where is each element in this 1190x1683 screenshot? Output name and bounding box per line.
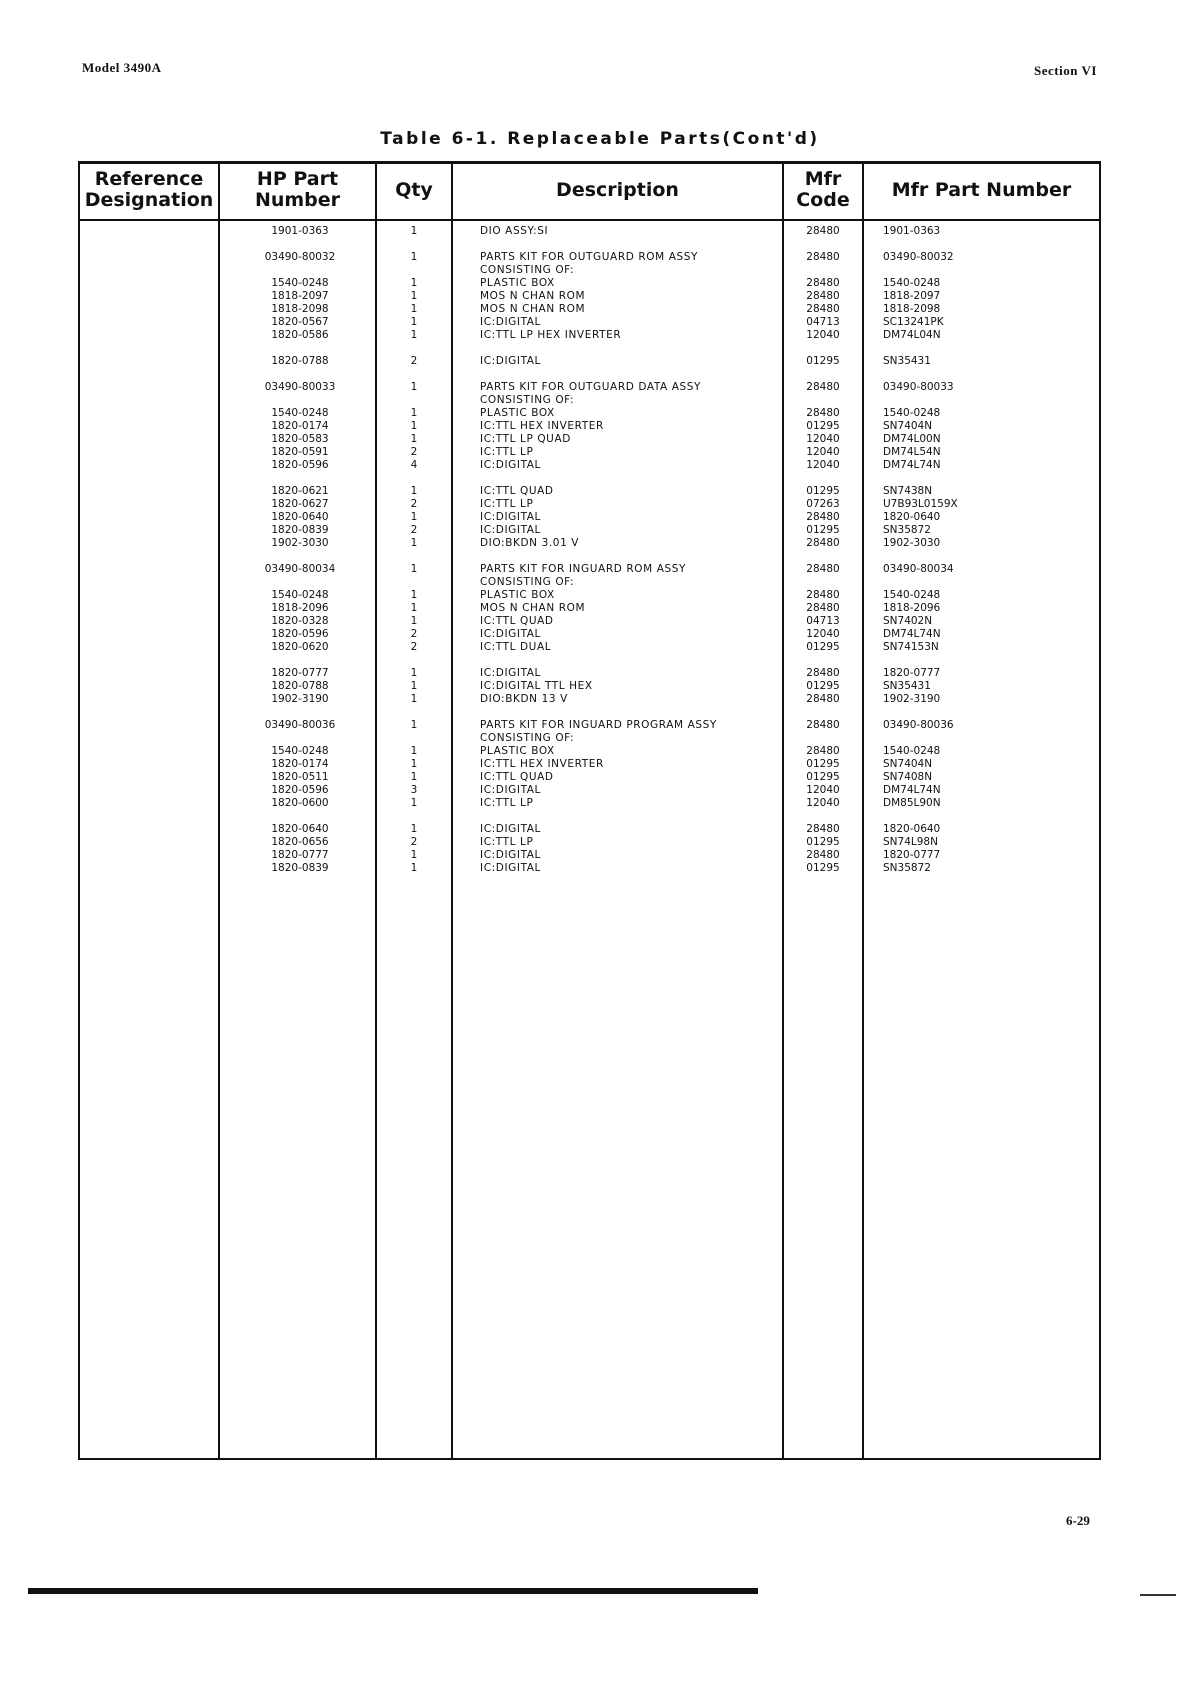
row-group [864, 823, 958, 875]
mfr-code-cell: 04713 [806, 615, 840, 627]
mfr-code-cell: 01295 [806, 485, 840, 497]
row-group [453, 251, 717, 342]
parts-table [78, 161, 1101, 1461]
qty-cell: 2 [410, 836, 418, 848]
mfr-part-number-cell: SN35872 [883, 524, 931, 536]
table-title: Table 6-1. Replaceable Parts(Cont'd) [380, 129, 820, 149]
mfr-part-number-cell: SN7438N [883, 485, 933, 497]
hp-part-number-cell: 1820-0591 [271, 446, 329, 458]
mfr-part-number-cell [864, 264, 958, 277]
mfr-part-number-cell: 03490-80032 [883, 251, 954, 263]
description-cell: PLASTIC BOX [480, 407, 555, 419]
hp-part-number-cell: 1820-0328 [271, 615, 329, 627]
qty-cell: 1 [410, 420, 418, 432]
mfr-part-number-cell: 03490-80036 [883, 719, 954, 731]
hp-part-number-cell: 1820-0777 [271, 849, 329, 861]
description-cell: IC:TTL HEX INVERTER [480, 420, 604, 432]
hp-part-number-cell: 1820-0596 [271, 628, 329, 640]
hp-part-number-cell: 1820-0586 [271, 329, 329, 341]
description-cell: IC:DIGITAL [480, 511, 542, 523]
col-header-line: HP Part Number [254, 168, 341, 211]
mfr-part-number-cell: 1820-0640 [883, 823, 941, 835]
description-cell: MOS N CHAN ROM [480, 303, 586, 315]
mfr-code-cell: 12040 [806, 329, 840, 341]
description-cell: IC:DIGITAL [480, 667, 542, 679]
qty-cell: 2 [410, 628, 418, 640]
row-group [782, 251, 864, 342]
qty-cell: 1 [410, 225, 418, 237]
mfr-part-number-cell: 1820-0640 [883, 511, 941, 523]
mfr-part-number-cell: SN74L98N [883, 836, 938, 848]
row-group [220, 251, 380, 342]
mfr-part-number-cell: 1540-0248 [883, 277, 941, 289]
row-group [782, 719, 864, 810]
mfr-code-cell: 28480 [806, 823, 840, 835]
header-bottom-rule [78, 219, 1101, 221]
hp-part-number-cell: 1540-0248 [271, 407, 329, 419]
description-cell: IC:TTL HEX INVERTER [480, 758, 604, 770]
description-cell: CONSISTING OF: [480, 576, 575, 588]
hp-part-number-cell: 1820-0583 [271, 433, 329, 445]
qty-cell: 1 [410, 381, 418, 393]
col-header-line: Code [796, 189, 850, 211]
table-right-rule [1099, 161, 1101, 1460]
mfr-code-cell: 01295 [806, 836, 840, 848]
mfr-code-cell: 28480 [806, 849, 840, 861]
col-header-mfr-code [784, 161, 862, 219]
qty-cell: 1 [410, 615, 418, 627]
row-group [377, 485, 451, 550]
mfr-code-cell: 01295 [806, 355, 840, 367]
mfr-code-cell: 28480 [806, 537, 840, 549]
mfr-part-number-cell: 1540-0248 [883, 407, 941, 419]
mfr-code-cell [782, 394, 864, 407]
description-cell: IC:DIGITAL TTL HEX [480, 680, 593, 692]
description-cell: PARTS KIT FOR INGUARD ROM ASSY [480, 563, 687, 575]
hp-part-number-cell: 1820-0620 [271, 641, 329, 653]
row-group [453, 667, 717, 706]
col-header-qty [377, 161, 451, 219]
mfr-code-cell: 12040 [806, 446, 840, 458]
qty-cell: 2 [410, 498, 418, 510]
qty-cell: 1 [410, 797, 418, 809]
mfr-part-number-cell: DM74L74N [883, 459, 941, 471]
row-group [220, 823, 380, 875]
row-group [220, 719, 380, 810]
mfr-part-number-cell: 1540-0248 [883, 589, 941, 601]
mfr-part-number-cell: SN35431 [883, 355, 931, 367]
qty-cell: 2 [410, 446, 418, 458]
row-group [377, 719, 451, 810]
section-label: Section VI [1034, 63, 1097, 78]
row-group [782, 485, 864, 550]
row-group [782, 563, 864, 654]
description-cell: IC:TTL QUAD [480, 485, 554, 497]
qty-cell: 1 [410, 511, 418, 523]
description-cell: PLASTIC BOX [480, 589, 555, 601]
mfr-part-number-cell: SN7404N [883, 758, 933, 770]
qty-cell: 4 [410, 459, 418, 471]
mfr-part-number-cell: 1820-0777 [883, 667, 941, 679]
mfr-part-number-column [864, 225, 958, 888]
mfr-part-number-cell: DM74L74N [883, 628, 941, 640]
hp-part-number-cell: 1820-0600 [271, 797, 329, 809]
hp-part-number-cell: 1902-3030 [271, 537, 329, 549]
row-group [220, 563, 380, 654]
qty-cell [377, 394, 451, 407]
col-header-line: Qty [395, 178, 433, 201]
mfr-code-cell: 28480 [806, 381, 840, 393]
mfr-code-cell: 28480 [806, 667, 840, 679]
mfr-code-cell: 12040 [806, 784, 840, 796]
hp-part-number-cell: 1820-0567 [271, 316, 329, 328]
mfr-code-cell [782, 264, 864, 277]
hp-part-number-cell: 1820-0621 [271, 485, 329, 497]
hp-part-number-cell [220, 732, 380, 745]
row-group [782, 355, 864, 368]
col-header-line: Description [556, 178, 679, 201]
hp-part-number-cell [220, 576, 380, 589]
mfr-part-number-cell: DM74L00N [883, 433, 941, 445]
description-cell: IC:DIGITAL [480, 784, 542, 796]
row-group [377, 823, 451, 875]
mfr-part-number-cell: 1540-0248 [883, 745, 941, 757]
description-cell: PLASTIC BOX [480, 277, 555, 289]
mfr-part-number-cell [864, 576, 958, 589]
mfr-code-column [782, 225, 864, 888]
row-group [453, 225, 717, 238]
row-group [453, 381, 717, 472]
hp-part-number-cell [220, 394, 380, 407]
qty-cell: 1 [410, 433, 418, 445]
row-group [377, 667, 451, 706]
description-cell: IC:TTL LP QUAD [480, 433, 571, 445]
qty-cell: 2 [410, 641, 418, 653]
table-left-rule [78, 161, 80, 1460]
mfr-code-cell: 01295 [806, 862, 840, 874]
mfr-code-cell: 12040 [806, 797, 840, 809]
qty-cell: 1 [410, 667, 418, 679]
mfr-code-cell: 28480 [806, 719, 840, 731]
qty-cell: 2 [410, 524, 418, 536]
mfr-code-cell: 01295 [806, 641, 840, 653]
hp-part-number-cell: 1820-0174 [271, 420, 329, 432]
qty-cell: 1 [410, 849, 418, 861]
description-cell: IC:TTL LP [480, 498, 534, 510]
qty-cell: 1 [410, 680, 418, 692]
mfr-code-cell: 28480 [806, 693, 840, 705]
row-group [782, 225, 864, 238]
hp-part-number-cell: 1820-0839 [271, 862, 329, 874]
col-header-line: Mfr [804, 168, 842, 190]
mfr-part-number-cell: DM74L04N [883, 329, 941, 341]
description-cell: MOS N CHAN ROM [480, 602, 586, 614]
description-cell: PARTS KIT FOR OUTGUARD ROM ASSY [480, 251, 699, 263]
hp-part-number-cell: 1820-0511 [271, 771, 329, 783]
hp-part-number-cell: 03490-80034 [264, 563, 336, 575]
col-header-hp-part-number [220, 161, 375, 219]
mfr-code-cell: 12040 [806, 433, 840, 445]
description-cell: IC:TTL LP [480, 836, 534, 848]
qty-cell: 1 [410, 303, 418, 315]
hp-part-number-cell: 1820-0627 [271, 498, 329, 510]
hp-part-number-cell [220, 264, 380, 277]
hp-part-number-cell: 03490-80032 [264, 251, 336, 263]
row-group [453, 485, 717, 550]
description-cell: IC:DIGITAL [480, 459, 542, 471]
description-cell: IC:DIGITAL [480, 316, 542, 328]
row-group [864, 381, 958, 472]
qty-cell: 1 [410, 251, 418, 263]
mfr-part-number-cell: 03490-80033 [883, 381, 954, 393]
description-cell: IC:TTL LP [480, 797, 534, 809]
col-header-line: Designation [84, 189, 214, 211]
mfr-part-number-cell: DM85L90N [883, 797, 941, 809]
mfr-part-number-cell: SC13241PK [883, 316, 944, 328]
row-group [453, 823, 717, 875]
qty-cell: 1 [410, 589, 418, 601]
qty-cell: 1 [410, 537, 418, 549]
row-group [782, 823, 864, 875]
mfr-part-number-cell: U7B93L0159X [883, 498, 958, 510]
mfr-code-cell: 28480 [806, 251, 840, 263]
row-group [864, 563, 958, 654]
row-group [864, 667, 958, 706]
hp-part-number-cell: 1820-0596 [271, 459, 329, 471]
col-header-line: Mfr Part Number [891, 178, 1072, 201]
description-cell: MOS N CHAN ROM [480, 290, 586, 302]
mfr-part-number-cell: SN7408N [883, 771, 933, 783]
row-group [453, 355, 717, 368]
mfr-part-number-cell [864, 732, 958, 745]
description-cell: CONSISTING OF: [480, 264, 575, 276]
hp-part-number-cell: 1820-0596 [271, 784, 329, 796]
mfr-code-cell: 28480 [806, 277, 840, 289]
hp-part-number-column [220, 225, 380, 888]
description-cell: IC:DIGITAL [480, 862, 542, 874]
hp-part-number-cell: 1820-0174 [271, 758, 329, 770]
description-cell: IC:DIGITAL [480, 524, 542, 536]
hp-part-number-cell: 1540-0248 [271, 277, 329, 289]
description-cell: IC:DIGITAL [480, 849, 542, 861]
bottom-edge-mark [1140, 1594, 1176, 1596]
description-cell: DIO:BKDN 3.01 V [480, 537, 580, 549]
mfr-part-number-cell: 1902-3030 [883, 537, 941, 549]
table-bottom-rule [78, 1458, 1101, 1460]
row-group [864, 719, 958, 810]
row-group [220, 381, 380, 472]
row-group [864, 225, 958, 238]
qty-cell: 1 [410, 758, 418, 770]
row-group [453, 719, 717, 810]
hp-part-number-cell: 1540-0248 [271, 745, 329, 757]
row-group [782, 667, 864, 706]
mfr-part-number-cell: SN7402N [883, 615, 933, 627]
col-header-mfr-part-number [864, 161, 1099, 219]
page-number: 6-29 [1066, 1513, 1090, 1528]
qty-cell: 1 [410, 823, 418, 835]
row-group [864, 251, 958, 342]
qty-cell: 3 [410, 784, 418, 796]
mfr-code-cell: 28480 [806, 563, 840, 575]
description-cell: IC:DIGITAL [480, 823, 542, 835]
row-group [220, 225, 380, 238]
hp-part-number-cell: 03490-80033 [264, 381, 336, 393]
mfr-code-cell [782, 732, 864, 745]
qty-cell: 1 [410, 563, 418, 575]
qty-cell: 2 [410, 355, 418, 367]
hp-part-number-cell: 1820-0788 [271, 355, 329, 367]
col-header-line: Reference [94, 168, 204, 190]
mfr-code-cell [782, 576, 864, 589]
mfr-part-number-cell: SN7404N [883, 420, 933, 432]
description-cell: CONSISTING OF: [480, 732, 575, 744]
row-group [220, 667, 380, 706]
row-group [782, 381, 864, 472]
hp-part-number-cell: 1818-2098 [271, 303, 329, 315]
mfr-part-number-cell: 03490-80034 [883, 563, 954, 575]
mfr-part-number-cell: 1818-2097 [883, 290, 941, 302]
hp-part-number-cell: 1820-0839 [271, 524, 329, 536]
qty-cell: 1 [410, 771, 418, 783]
mfr-code-cell: 28480 [806, 589, 840, 601]
mfr-code-cell: 01295 [806, 524, 840, 536]
description-cell: IC:TTL LP [480, 446, 534, 458]
row-group [377, 381, 451, 472]
qty-cell: 1 [410, 602, 418, 614]
mfr-code-cell: 28480 [806, 303, 840, 315]
description-cell: PARTS KIT FOR INGUARD PROGRAM ASSY [480, 719, 717, 731]
description-cell: CONSISTING OF: [480, 394, 575, 406]
qty-cell: 1 [410, 862, 418, 874]
description-cell: IC:DIGITAL [480, 628, 542, 640]
mfr-code-cell: 28480 [806, 511, 840, 523]
row-group [864, 355, 958, 368]
qty-cell: 1 [410, 719, 418, 731]
bottom-black-bar [28, 1588, 758, 1594]
row-group [377, 251, 451, 342]
description-cell: IC:TTL QUAD [480, 771, 554, 783]
mfr-code-cell: 07263 [806, 498, 840, 510]
qty-cell: 1 [410, 329, 418, 341]
row-group [220, 355, 380, 368]
col-header-reference-designation [80, 161, 218, 219]
hp-part-number-cell: 1818-2096 [271, 602, 329, 614]
qty-cell: 1 [410, 316, 418, 328]
description-cell: DIO:BKDN 13 V [480, 693, 568, 705]
description-cell: DIO ASSY:SI [480, 225, 549, 237]
mfr-part-number-cell: 1902-3190 [883, 693, 941, 705]
description-column [453, 225, 717, 888]
qty-cell: 1 [410, 407, 418, 419]
qty-cell: 1 [410, 290, 418, 302]
mfr-part-number-cell: 1901-0363 [883, 225, 941, 237]
qty-cell [377, 732, 451, 745]
row-group [220, 485, 380, 550]
mfr-code-cell: 28480 [806, 407, 840, 419]
mfr-part-number-cell: DM74L54N [883, 446, 941, 458]
mfr-code-cell: 01295 [806, 680, 840, 692]
hp-part-number-cell: 03490-80036 [264, 719, 336, 731]
mfr-part-number-cell: SN35872 [883, 862, 931, 874]
row-group [377, 225, 451, 238]
mfr-part-number-cell [864, 394, 958, 407]
row-group [864, 485, 958, 550]
mfr-code-cell: 04713 [806, 316, 840, 328]
description-cell: IC:TTL DUAL [480, 641, 552, 653]
mfr-code-cell: 28480 [806, 225, 840, 237]
mfr-part-number-cell: SN35431 [883, 680, 931, 692]
description-cell: IC:DIGITAL [480, 355, 542, 367]
qty-cell [377, 576, 451, 589]
mfr-code-cell: 28480 [806, 602, 840, 614]
hp-part-number-cell: 1820-0777 [271, 667, 329, 679]
hp-part-number-cell: 1820-0656 [271, 836, 329, 848]
mfr-code-cell: 28480 [806, 290, 840, 302]
mfr-code-cell: 12040 [806, 628, 840, 640]
row-group [377, 563, 451, 654]
col-header-description [453, 161, 782, 219]
model-label: Model 3490A [82, 60, 162, 75]
mfr-part-number-cell: DM74L74N [883, 784, 941, 796]
description-cell: PLASTIC BOX [480, 745, 555, 757]
qty-cell: 1 [410, 485, 418, 497]
hp-part-number-cell: 1540-0248 [271, 589, 329, 601]
mfr-code-cell: 01295 [806, 420, 840, 432]
qty-cell: 1 [410, 277, 418, 289]
hp-part-number-cell: 1820-0640 [271, 823, 329, 835]
mfr-part-number-cell: 1818-2096 [883, 602, 941, 614]
hp-part-number-cell: 1902-3190 [271, 693, 329, 705]
row-group [377, 355, 451, 368]
hp-part-number-cell: 1820-0640 [271, 511, 329, 523]
description-cell: IC:TTL QUAD [480, 615, 554, 627]
qty-cell: 1 [410, 745, 418, 757]
mfr-part-number-cell: 1818-2098 [883, 303, 941, 315]
qty-column [377, 225, 451, 888]
mfr-code-cell: 28480 [806, 745, 840, 757]
qty-cell: 1 [410, 693, 418, 705]
row-group [453, 563, 717, 654]
description-cell: IC:TTL LP HEX INVERTER [480, 329, 622, 341]
description-cell: PARTS KIT FOR OUTGUARD DATA ASSY [480, 381, 702, 393]
mfr-part-number-cell: SN74153N [883, 641, 939, 653]
qty-cell [377, 264, 451, 277]
mfr-part-number-cell: 1820-0777 [883, 849, 941, 861]
mfr-code-cell: 01295 [806, 771, 840, 783]
mfr-code-cell: 12040 [806, 459, 840, 471]
hp-part-number-cell: 1901-0363 [271, 225, 329, 237]
mfr-code-cell: 01295 [806, 758, 840, 770]
hp-part-number-cell: 1818-2097 [271, 290, 329, 302]
hp-part-number-cell: 1820-0788 [271, 680, 329, 692]
